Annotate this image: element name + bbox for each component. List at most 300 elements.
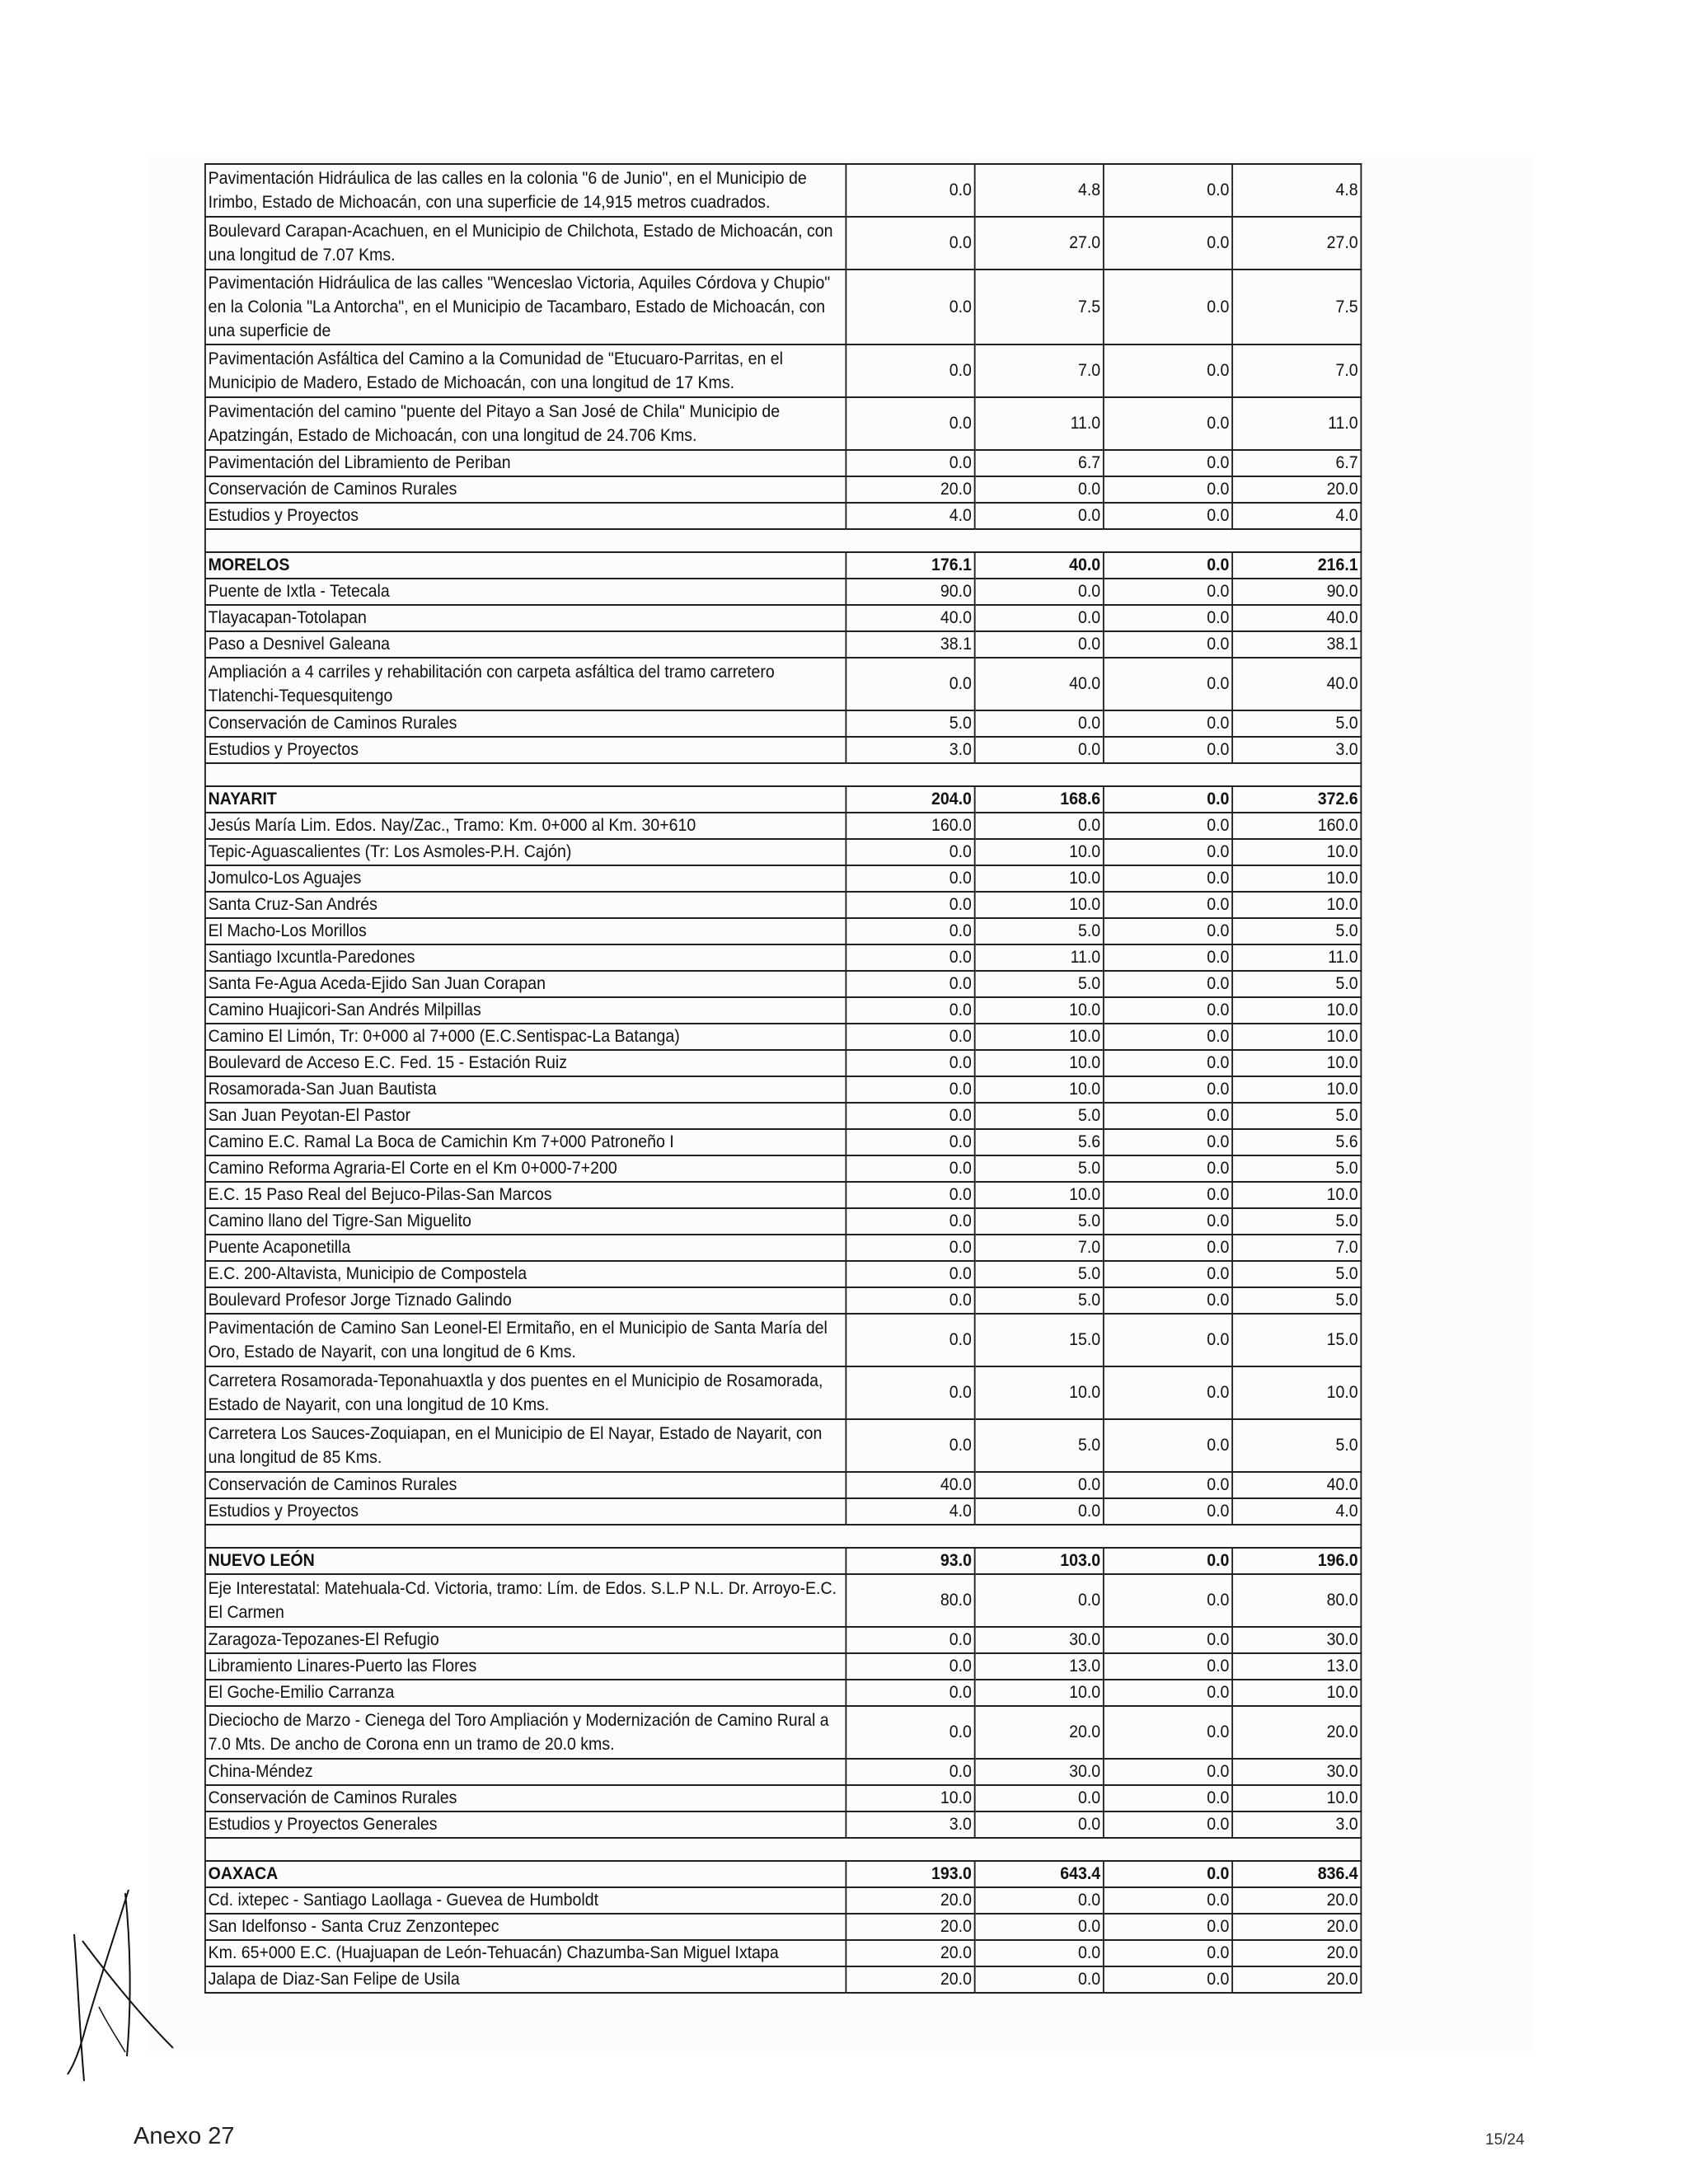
amount-cell-2: 10.0 [975,1076,1104,1103]
amount-cell-3: 0.0 [1104,1627,1232,1653]
table-row [205,1129,1361,1155]
amount-cell-1: 0.0 [846,1182,974,1208]
amount-cell-2: 103.0 [975,1548,1104,1574]
amount-cell-3: 0.0 [1104,1261,1232,1287]
project-description: Jesús María Lim. Edos. Nay/Zac., Tramo: Km. 0+000 al Km. 30+610 [205,813,846,839]
amount-cell-4: 40.0 [1232,658,1361,710]
amount-cell-1: 4.0 [846,503,974,529]
table-row [205,1103,1361,1129]
amount-cell-4: 20.0 [1232,1966,1361,1993]
amount-cell-1: 10.0 [846,1785,974,1811]
table-row [205,1076,1361,1103]
amount-cell-1: 176.1 [846,552,974,579]
amount-cell-4: 160.0 [1232,813,1361,839]
amount-cell-2: 27.0 [975,217,1104,269]
amount-cell-1: 0.0 [846,1129,974,1155]
project-description: Camino El Limón, Tr: 0+000 al 7+000 (E.C.Sentispac-La Batanga) [205,1024,846,1050]
amount-cell-3: 0.0 [1104,605,1232,631]
table-row [205,605,1361,631]
project-description: China-Méndez [205,1759,846,1785]
amount-cell-1: 0.0 [846,1155,974,1182]
amount-cell-1: 0.0 [846,1419,974,1472]
amount-cell-2: 0.0 [975,1574,1104,1627]
amount-cell-3: 0.0 [1104,1024,1232,1050]
amount-cell-4: 4.0 [1232,503,1361,529]
amount-cell-4: 10.0 [1232,892,1361,918]
table-row [205,737,1361,763]
amount-cell-1: 0.0 [846,344,974,397]
table-row [205,1261,1361,1287]
amount-cell-4: 372.6 [1232,786,1361,813]
amount-cell-1: 0.0 [846,1235,974,1261]
amount-cell-2: 0.0 [975,737,1104,763]
table-row [205,971,1361,997]
project-description: El Goche-Emilio Carranza [205,1680,846,1706]
project-description: Santa Cruz-San Andrés [205,892,846,918]
project-description: Camino llano del Tigre-San Miguelito [205,1208,846,1235]
project-description: Pavimentación del camino "puente del Pitayo a San José de Chila" Municipio de Apatzingán, Estado de Michoacán, con una longitud de 24.706 Kms. [205,397,846,450]
project-description: Estudios y Proyectos [205,737,846,763]
amount-cell-2: 30.0 [975,1627,1104,1653]
amount-cell-4: 836.4 [1232,1861,1361,1887]
amount-cell-4: 27.0 [1232,217,1361,269]
amount-cell-1: 90.0 [846,579,974,605]
table-row [205,1966,1361,1993]
project-description: Dieciocho de Marzo - Cienega del Toro Ampliación y Modernización de Camino Rural a 7.0 Mts. De ancho de Corona enn un tramo de 20.0 kms. [205,1706,846,1759]
amount-cell-2: 10.0 [975,839,1104,865]
amount-cell-3: 0.0 [1104,552,1232,579]
state-name: NUEVO LEÓN [205,1548,846,1574]
amount-cell-2: 5.0 [975,918,1104,944]
amount-cell-2: 0.0 [975,1785,1104,1811]
project-description: Boulevard de Acceso E.C. Fed. 15 - Estación Ruiz [205,1050,846,1076]
amount-cell-3: 0.0 [1104,1785,1232,1811]
amount-cell-2: 0.0 [975,1472,1104,1498]
amount-cell-2: 10.0 [975,1182,1104,1208]
table-row [205,217,1361,269]
amount-cell-4: 10.0 [1232,1785,1361,1811]
amount-cell-2: 5.0 [975,971,1104,997]
amount-cell-3: 0.0 [1104,269,1232,344]
project-description: Paso a Desnivel Galeana [205,631,846,658]
project-description: Estudios y Proyectos [205,503,846,529]
amount-cell-1: 38.1 [846,631,974,658]
project-description: San Juan Peyotan-El Pastor [205,1103,846,1129]
amount-cell-2: 0.0 [975,1811,1104,1838]
amount-cell-1: 0.0 [846,892,974,918]
amount-cell-2: 40.0 [975,658,1104,710]
table-row [205,164,1361,217]
table-row [205,1887,1361,1914]
amount-cell-2: 0.0 [975,1966,1104,1993]
amount-cell-3: 0.0 [1104,839,1232,865]
amount-cell-1: 4.0 [846,1498,974,1525]
amount-cell-1: 0.0 [846,1759,974,1785]
spacer-row [205,1838,1361,1861]
table-row [205,344,1361,397]
amount-cell-4: 5.0 [1232,971,1361,997]
amount-cell-3: 0.0 [1104,1103,1232,1129]
amount-cell-4: 7.5 [1232,269,1361,344]
project-description: Jalapa de Diaz-San Felipe de Usila [205,1966,846,1993]
table-row [205,710,1361,737]
amount-cell-2: 10.0 [975,997,1104,1024]
amount-cell-2: 0.0 [975,631,1104,658]
table-row [205,579,1361,605]
table-row [205,631,1361,658]
amount-cell-1: 93.0 [846,1548,974,1574]
amount-cell-1: 0.0 [846,971,974,997]
amount-cell-4: 11.0 [1232,397,1361,450]
amount-cell-3: 0.0 [1104,658,1232,710]
amount-cell-1: 0.0 [846,1103,974,1129]
amount-cell-4: 10.0 [1232,865,1361,892]
amount-cell-2: 5.0 [975,1103,1104,1129]
amount-cell-4: 20.0 [1232,1706,1361,1759]
project-description: Pavimentación Hidráulica de las calles "Wenceslao Victoria, Aquiles Córdova y Chupio" en la Colonia "La Antorcha", en el Municipio de Tacambaro, Estado de Michoacán, con una superficie de [205,269,846,344]
amount-cell-2: 10.0 [975,892,1104,918]
amount-cell-2: 0.0 [975,1940,1104,1966]
amount-cell-1: 0.0 [846,1680,974,1706]
table-row [205,1914,1361,1940]
amount-cell-3: 0.0 [1104,1155,1232,1182]
amount-cell-2: 5.6 [975,1129,1104,1155]
project-description: Santiago Ixcuntla-Paredones [205,944,846,971]
amount-cell-4: 216.1 [1232,552,1361,579]
amount-cell-1: 0.0 [846,997,974,1024]
project-description: Cd. ixtepec - Santiago Laollaga - Guevea de Humboldt [205,1887,846,1914]
table-row [205,997,1361,1024]
amount-cell-1: 40.0 [846,605,974,631]
amount-cell-1: 0.0 [846,1706,974,1759]
amount-cell-4: 5.0 [1232,710,1361,737]
amount-cell-1: 0.0 [846,658,974,710]
amount-cell-4: 5.0 [1232,1287,1361,1314]
project-description: Boulevard Carapan-Acachuen, en el Municipio de Chilchota, Estado de Michoacán, con una longitud de 7.07 Kms. [205,217,846,269]
table-row [205,476,1361,503]
amount-cell-2: 0.0 [975,1914,1104,1940]
amount-cell-2: 7.0 [975,344,1104,397]
amount-cell-4: 5.0 [1232,918,1361,944]
project-description: Zaragoza-Tepozanes-El Refugio [205,1627,846,1653]
state-total-row [205,552,1361,579]
handwritten-signature [49,1883,214,2089]
amount-cell-3: 0.0 [1104,631,1232,658]
project-description: Conservación de Caminos Rurales [205,710,846,737]
project-description: Boulevard Profesor Jorge Tiznado Galindo [205,1287,846,1314]
project-description: Carretera Rosamorada-Teponahuaxtla y dos puentes en el Municipio de Rosamorada, Estado de Nayarit, con una longitud de 10 Kms. [205,1366,846,1419]
table-row [205,1574,1361,1627]
table-row [205,865,1361,892]
amount-cell-1: 0.0 [846,1287,974,1314]
table-row [205,503,1361,529]
amount-cell-2: 0.0 [975,1498,1104,1525]
amount-cell-1: 80.0 [846,1574,974,1627]
amount-cell-3: 0.0 [1104,892,1232,918]
project-description: El Macho-Los Morillos [205,918,846,944]
amount-cell-1: 0.0 [846,1261,974,1287]
amount-cell-2: 5.0 [975,1419,1104,1472]
annex-label: Anexo 27 [134,2123,235,2149]
state-total-row [205,1548,1361,1574]
amount-cell-3: 0.0 [1104,997,1232,1024]
amount-cell-3: 0.0 [1104,918,1232,944]
amount-cell-3: 0.0 [1104,397,1232,450]
amount-cell-1: 0.0 [846,1314,974,1366]
amount-cell-4: 10.0 [1232,997,1361,1024]
amount-cell-4: 5.0 [1232,1419,1361,1472]
amount-cell-1: 160.0 [846,813,974,839]
amount-cell-2: 6.7 [975,450,1104,476]
amount-cell-2: 40.0 [975,552,1104,579]
amount-cell-2: 10.0 [975,865,1104,892]
amount-cell-1: 0.0 [846,839,974,865]
table-row [205,918,1361,944]
amount-cell-1: 0.0 [846,397,974,450]
project-description: Jomulco-Los Aguajes [205,865,846,892]
amount-cell-2: 10.0 [975,1366,1104,1419]
amount-cell-4: 20.0 [1232,1940,1361,1966]
amount-cell-2: 4.8 [975,164,1104,217]
amount-cell-3: 0.0 [1104,1314,1232,1366]
amount-cell-4: 5.0 [1232,1155,1361,1182]
amount-cell-1: 0.0 [846,1050,974,1076]
amount-cell-3: 0.0 [1104,1366,1232,1419]
amount-cell-2: 10.0 [975,1024,1104,1050]
table-row [205,1785,1361,1811]
amount-cell-4: 40.0 [1232,1472,1361,1498]
page-number: 15/24 [1485,2131,1525,2149]
table-row [205,813,1361,839]
amount-cell-3: 0.0 [1104,1076,1232,1103]
project-description: Estudios y Proyectos [205,1498,846,1525]
amount-cell-3: 0.0 [1104,971,1232,997]
amount-cell-4: 4.8 [1232,164,1361,217]
amount-cell-4: 6.7 [1232,450,1361,476]
table-row [205,1706,1361,1759]
amount-cell-2: 15.0 [975,1314,1104,1366]
amount-cell-4: 80.0 [1232,1574,1361,1627]
table-row [205,892,1361,918]
amount-cell-4: 10.0 [1232,839,1361,865]
project-description: E.C. 15 Paso Real del Bejuco-Pilas-San Marcos [205,1182,846,1208]
amount-cell-2: 168.6 [975,786,1104,813]
amount-cell-4: 30.0 [1232,1759,1361,1785]
table-row [205,1653,1361,1680]
table-row [205,1287,1361,1314]
amount-cell-1: 0.0 [846,164,974,217]
table-row [205,944,1361,971]
table-row [205,450,1361,476]
amount-cell-1: 0.0 [846,217,974,269]
amount-cell-1: 0.0 [846,918,974,944]
budget-table [204,163,1362,1994]
project-description: Puente de Ixtla - Tetecala [205,579,846,605]
spacer-cell [205,763,1361,786]
table-row [205,397,1361,450]
amount-cell-3: 0.0 [1104,865,1232,892]
project-description: Rosamorada-San Juan Bautista [205,1076,846,1103]
project-description: Pavimentación de Camino San Leonel-El Ermitaño, en el Municipio de Santa María del Oro, Estado de Nayarit, con una longitud de 6 Kms. [205,1314,846,1366]
amount-cell-4: 10.0 [1232,1182,1361,1208]
project-description: E.C. 200-Altavista, Municipio de Compostela [205,1261,846,1287]
project-description: Ampliación a 4 carriles y rehabilitación con carpeta asfáltica del tramo carretero Tlatenchi-Tequesquitengo [205,658,846,710]
amount-cell-2: 0.0 [975,1887,1104,1914]
amount-cell-4: 11.0 [1232,944,1361,971]
amount-cell-3: 0.0 [1104,450,1232,476]
amount-cell-3: 0.0 [1104,1653,1232,1680]
amount-cell-1: 0.0 [846,865,974,892]
state-name: OAXACA [205,1861,846,1887]
table-row [205,1155,1361,1182]
project-description: Carretera Los Sauces-Zoquiapan, en el Municipio de El Nayar, Estado de Nayarit, con una longitud de 85 Kms. [205,1419,846,1472]
amount-cell-4: 7.0 [1232,1235,1361,1261]
table-row [205,1759,1361,1785]
spacer-row [205,1525,1361,1548]
amount-cell-1: 204.0 [846,786,974,813]
amount-cell-3: 0.0 [1104,944,1232,971]
amount-cell-4: 38.1 [1232,631,1361,658]
amount-cell-3: 0.0 [1104,1966,1232,1993]
amount-cell-4: 5.0 [1232,1261,1361,1287]
table-row [205,1314,1361,1366]
project-description: San Idelfonso - Santa Cruz Zenzontepec [205,1914,846,1940]
amount-cell-2: 11.0 [975,397,1104,450]
amount-cell-1: 0.0 [846,1076,974,1103]
project-description: Pavimentación del Libramiento de Periban [205,450,846,476]
state-total-row [205,786,1361,813]
amount-cell-1: 3.0 [846,737,974,763]
amount-cell-4: 3.0 [1232,737,1361,763]
table-row [205,1208,1361,1235]
amount-cell-4: 30.0 [1232,1627,1361,1653]
amount-cell-4: 10.0 [1232,1024,1361,1050]
amount-cell-4: 20.0 [1232,476,1361,503]
project-description: Santa Fe-Agua Aceda-Ejido San Juan Corapan [205,971,846,997]
spacer-cell [205,529,1361,552]
state-name: NAYARIT [205,786,846,813]
amount-cell-3: 0.0 [1104,1182,1232,1208]
amount-cell-4: 40.0 [1232,605,1361,631]
table-row [205,839,1361,865]
project-description: Conservación de Caminos Rurales [205,1472,846,1498]
amount-cell-2: 30.0 [975,1759,1104,1785]
amount-cell-1: 0.0 [846,1366,974,1419]
project-description: Pavimentación Hidráulica de las calles en la colonia "6 de Junio", en el Municipio de Irimbo, Estado de Michoacán, con una superficie de 14,915 metros cuadrados. [205,164,846,217]
amount-cell-4: 3.0 [1232,1811,1361,1838]
amount-cell-3: 0.0 [1104,1548,1232,1574]
amount-cell-3: 0.0 [1104,164,1232,217]
amount-cell-3: 0.0 [1104,710,1232,737]
project-description: Tepic-Aguascalientes (Tr: Los Asmoles-P.H. Cajón) [205,839,846,865]
amount-cell-4: 5.0 [1232,1103,1361,1129]
project-description: Conservación de Caminos Rurales [205,1785,846,1811]
amount-cell-1: 20.0 [846,1914,974,1940]
amount-cell-1: 0.0 [846,944,974,971]
amount-cell-2: 7.0 [975,1235,1104,1261]
amount-cell-3: 0.0 [1104,737,1232,763]
amount-cell-2: 643.4 [975,1861,1104,1887]
amount-cell-1: 193.0 [846,1861,974,1887]
amount-cell-1: 0.0 [846,1208,974,1235]
table-row [205,1940,1361,1966]
amount-cell-3: 0.0 [1104,217,1232,269]
table-row [205,1419,1361,1472]
amount-cell-3: 0.0 [1104,1811,1232,1838]
amount-cell-3: 0.0 [1104,1419,1232,1472]
spacer-cell [205,1838,1361,1861]
spacer-row [205,529,1361,552]
amount-cell-1: 20.0 [846,1966,974,1993]
spacer-row [205,763,1361,786]
amount-cell-3: 0.0 [1104,1235,1232,1261]
amount-cell-3: 0.0 [1104,1472,1232,1498]
amount-cell-2: 0.0 [975,476,1104,503]
amount-cell-3: 0.0 [1104,786,1232,813]
state-name: MORELOS [205,552,846,579]
amount-cell-2: 7.5 [975,269,1104,344]
amount-cell-1: 20.0 [846,476,974,503]
project-description: Camino E.C. Ramal La Boca de Camichin Km 7+000 Patroneño I [205,1129,846,1155]
table-row [205,1366,1361,1419]
amount-cell-2: 5.0 [975,1261,1104,1287]
amount-cell-4: 90.0 [1232,579,1361,605]
amount-cell-4: 10.0 [1232,1680,1361,1706]
amount-cell-3: 0.0 [1104,1861,1232,1887]
amount-cell-4: 15.0 [1232,1314,1361,1366]
table-row [205,1235,1361,1261]
amount-cell-4: 10.0 [1232,1076,1361,1103]
amount-cell-3: 0.0 [1104,1680,1232,1706]
amount-cell-3: 0.0 [1104,1574,1232,1627]
table-row [205,1050,1361,1076]
table-row [205,1627,1361,1653]
amount-cell-1: 3.0 [846,1811,974,1838]
amount-cell-2: 10.0 [975,1680,1104,1706]
table-row [205,1472,1361,1498]
amount-cell-3: 0.0 [1104,1887,1232,1914]
amount-cell-3: 0.0 [1104,476,1232,503]
amount-cell-2: 5.0 [975,1287,1104,1314]
amount-cell-2: 0.0 [975,710,1104,737]
amount-cell-2: 10.0 [975,1050,1104,1076]
amount-cell-4: 7.0 [1232,344,1361,397]
project-description: Conservación de Caminos Rurales [205,476,846,503]
amount-cell-3: 0.0 [1104,1498,1232,1525]
amount-cell-3: 0.0 [1104,1940,1232,1966]
project-description: Puente Acaponetilla [205,1235,846,1261]
amount-cell-1: 0.0 [846,1024,974,1050]
amount-cell-4: 196.0 [1232,1548,1361,1574]
amount-cell-1: 20.0 [846,1887,974,1914]
table-row [205,1680,1361,1706]
state-total-row [205,1861,1361,1887]
project-description: Eje Interestatal: Matehuala-Cd. Victoria, tramo: Lím. de Edos. S.L.P N.L. Dr. Arroyo-E.C. El Carmen [205,1574,846,1627]
amount-cell-2: 0.0 [975,579,1104,605]
table-row [205,658,1361,710]
amount-cell-1: 0.0 [846,1653,974,1680]
amount-cell-2: 0.0 [975,605,1104,631]
amount-cell-2: 11.0 [975,944,1104,971]
project-description: Pavimentación Asfáltica del Camino a la Comunidad de "Etucuaro-Parritas, en el Municipio de Madero, Estado de Michoacán, con una longitud de 17 Kms. [205,344,846,397]
amount-cell-1: 5.0 [846,710,974,737]
amount-cell-4: 4.0 [1232,1498,1361,1525]
amount-cell-1: 0.0 [846,450,974,476]
amount-cell-3: 0.0 [1104,503,1232,529]
table-row [205,1498,1361,1525]
amount-cell-1: 40.0 [846,1472,974,1498]
amount-cell-3: 0.0 [1104,1050,1232,1076]
